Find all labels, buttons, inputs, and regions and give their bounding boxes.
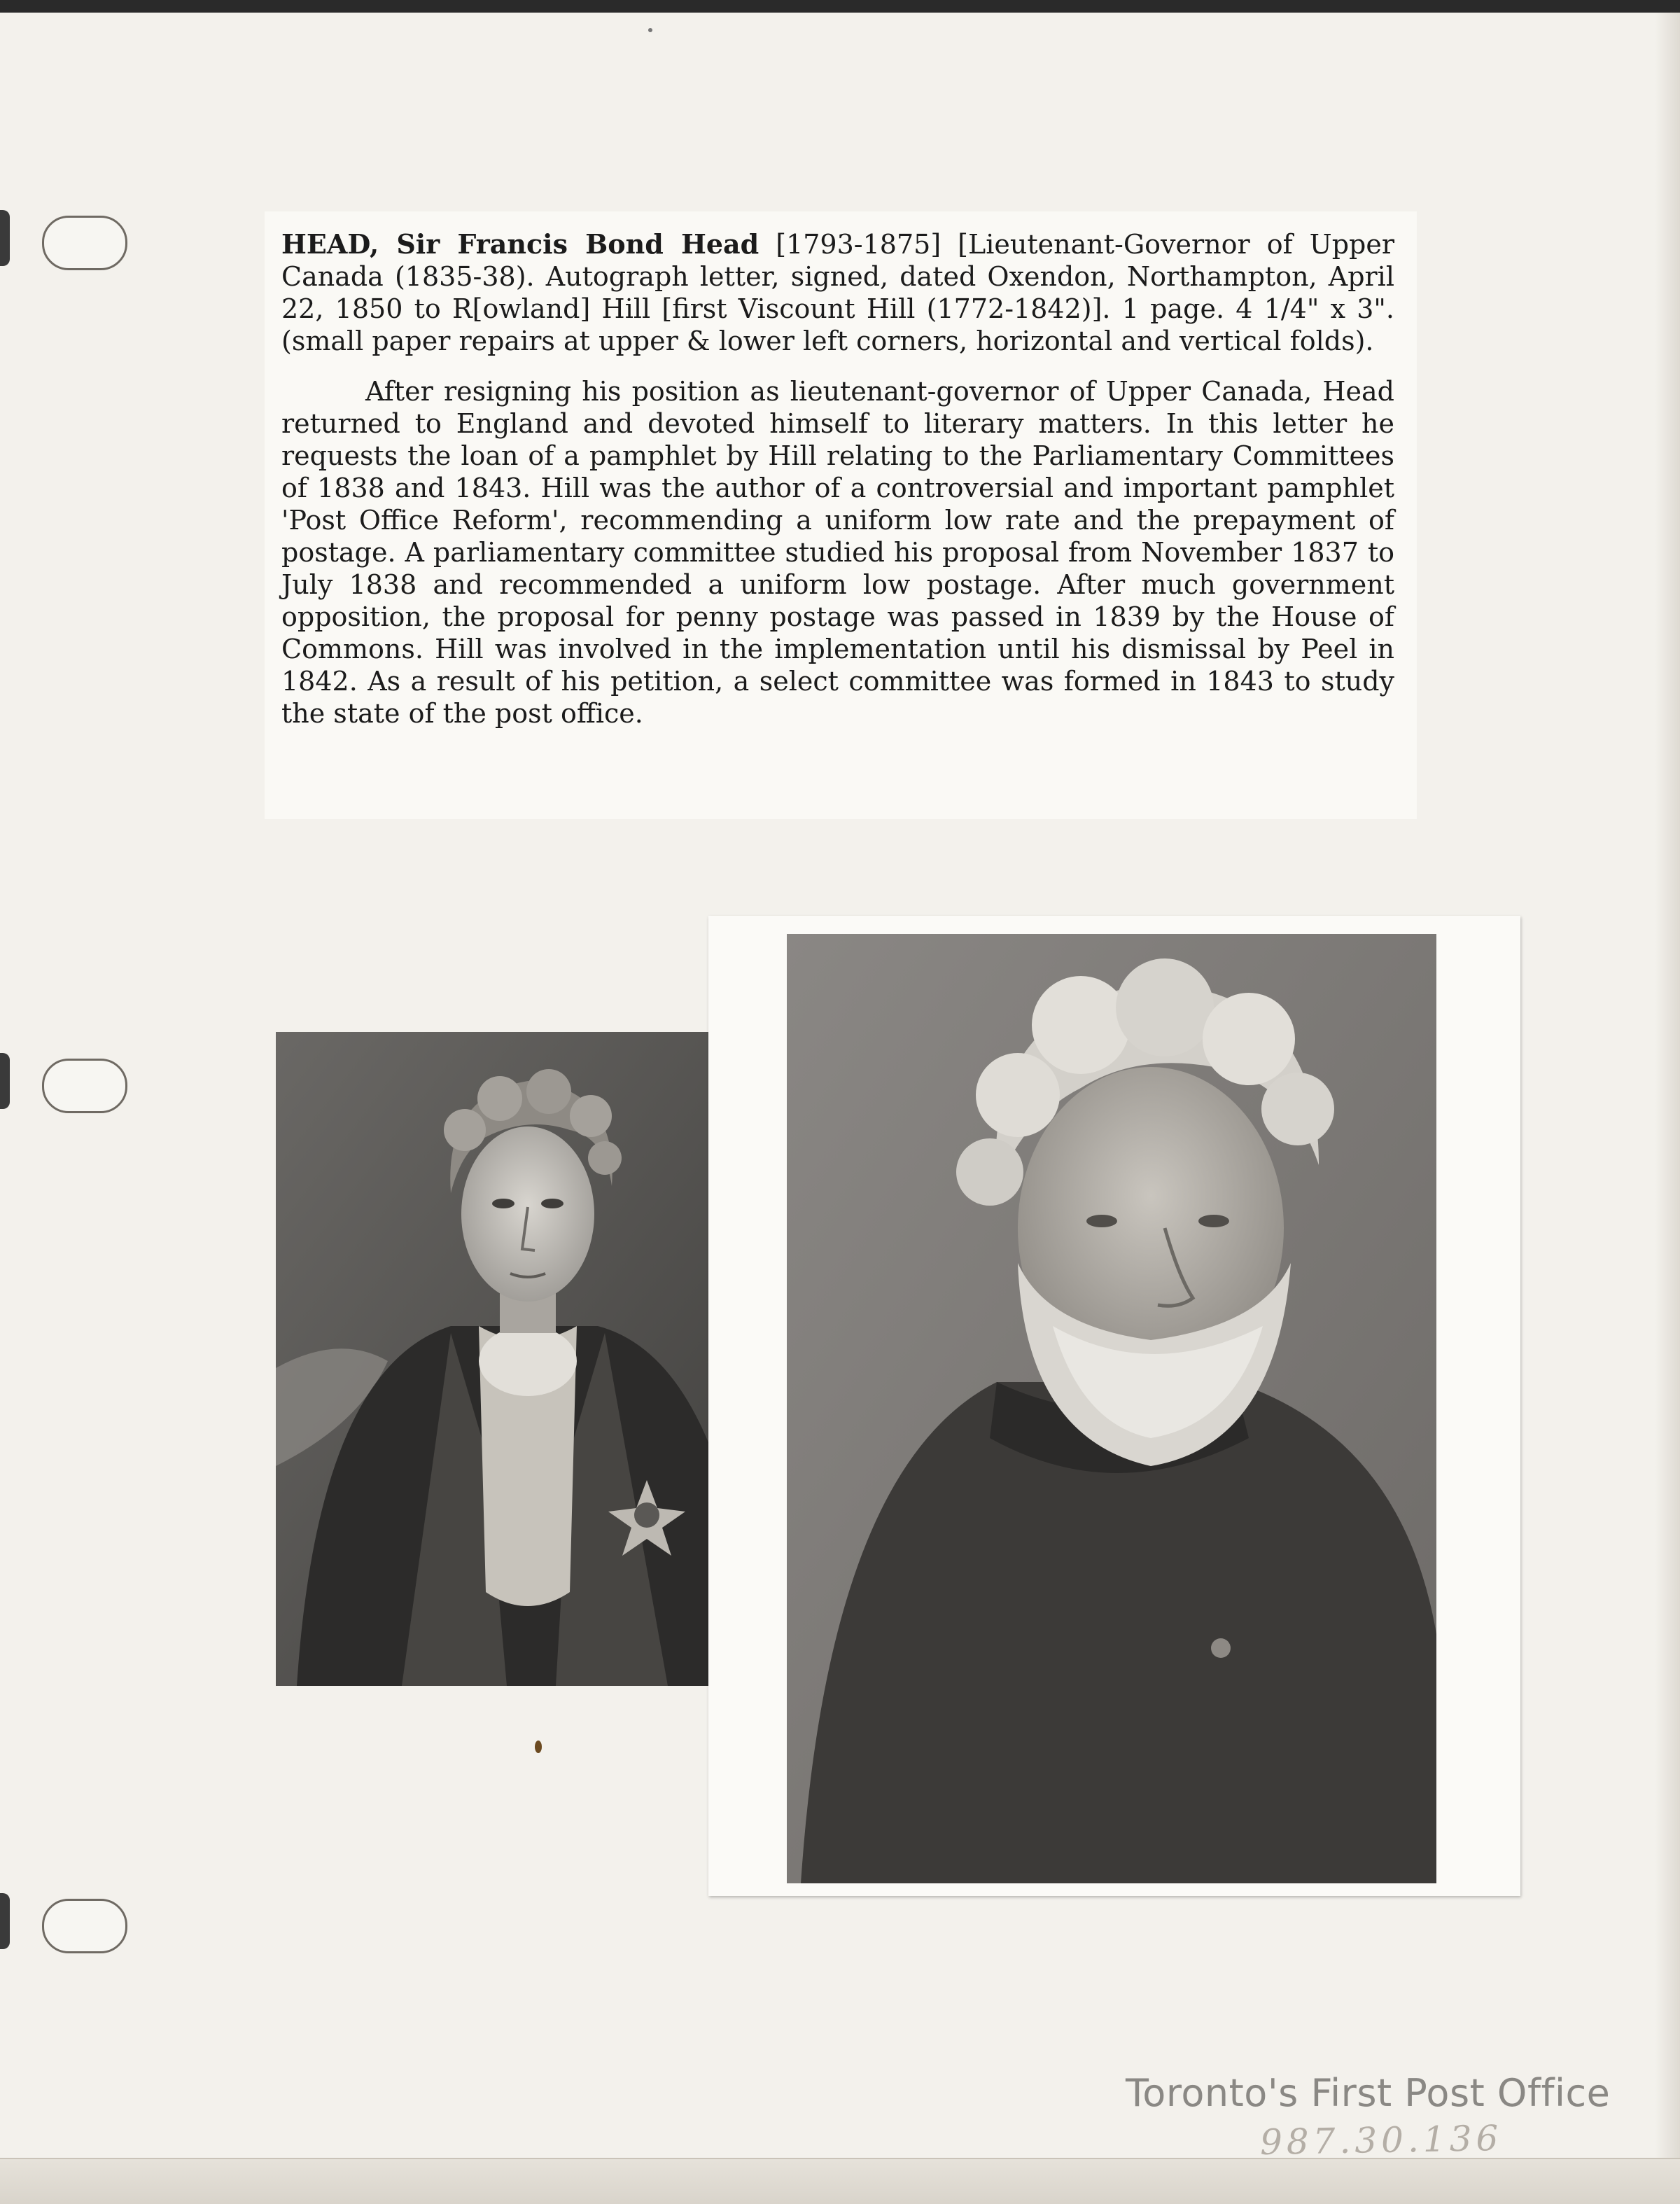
scan-top-edge [0, 0, 1680, 13]
paper-stain [535, 1741, 542, 1753]
engraved-portrait-image [276, 1032, 770, 1686]
engraved-portrait [276, 1032, 770, 1686]
clipping-heading [281, 228, 1394, 357]
clipping-heading-details: [1793-1875] [Lieutenant-Governor of Upper Canada (1835-38). Autograph letter, signed, dated Oxendon, Northampton, April 22, 1850 to R[owland] Hill [first Viscount Hill (1772-1842)]. 1 page. 4 1/4" x 3". (small paper repairs at upper & lower left corners, horizontal and vertical folds). [281, 229, 1394, 356]
watermark-text: Toronto's First Post Office [1126, 2071, 1611, 2115]
photograph-portrait-image [787, 934, 1436, 1883]
binder-notch [0, 1893, 10, 1949]
catalogue-clipping [265, 211, 1417, 819]
accession-number: 987.30.136 [1259, 2117, 1503, 2163]
binder-notch [0, 210, 10, 266]
page-right-shadow [1655, 13, 1680, 2204]
binder-notch [0, 1053, 10, 1109]
page-bottom-edge [0, 2158, 1680, 2204]
clipping-body: After resigning his position as lieutenant-governor of Upper Canada, Head returned to England and devoted himself to literary matters. In this letter he requests the loan of a pamphlet by Hill relating to the Parliamentary Committees of 1838 and 1843. Hill was the author of a controversial and important pamphlet 'Post Office Reform', recommending a uniform low rate and the prepayment of postage. A parliamentary committee studied his proposal from November 1837 to July 1838 and recommended a uniform low postage. After much government opposition, the proposal for penny postage was passed in 1839 by the House of Commons. Hill was involved in the implementation until his dismissal by Peel in 1842. As a result of his petition, a select committee was formed in 1843 to study the state of the post office. [281, 376, 1394, 729]
photograph-portrait [787, 934, 1436, 1883]
punch-hole-bottom [42, 1899, 127, 1953]
punch-hole-middle [42, 1059, 127, 1113]
punch-hole-top [42, 216, 127, 270]
photo-mount-card [708, 916, 1520, 1896]
clipping-heading-name: HEAD, Sir Francis Bond Head [281, 228, 760, 260]
paper-speck [648, 28, 652, 32]
